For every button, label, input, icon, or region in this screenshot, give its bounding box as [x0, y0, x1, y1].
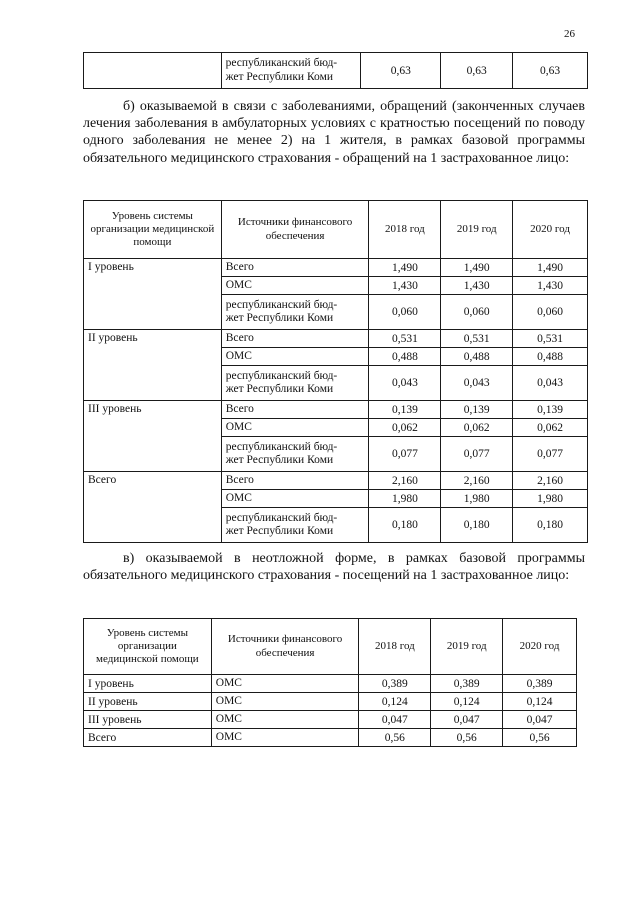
value-cell: 0,062 [369, 419, 441, 437]
value-cell: 0,139 [441, 401, 513, 419]
value-cell: 0,180 [441, 508, 513, 543]
source-cell: Всего [221, 401, 369, 419]
value-cell: 0,060 [441, 295, 513, 330]
source-cell: Всего [221, 472, 369, 490]
value-cell: 0,043 [369, 366, 441, 401]
table-row [84, 472, 588, 490]
value-2020: 0,63 [513, 53, 588, 89]
source-cell: ОМС [211, 693, 359, 711]
header-2018: 2018 год [369, 201, 441, 259]
level-cell: III уровень [84, 401, 222, 472]
table-body [84, 259, 588, 543]
empty-level-cell [84, 53, 222, 89]
level-cell: II уровень [84, 693, 212, 711]
value-2019: 0,63 [441, 53, 513, 89]
table-continued [83, 52, 588, 89]
value-cell: 0,077 [441, 437, 513, 472]
table-row [84, 401, 588, 419]
value-cell: 1,490 [369, 259, 441, 277]
source-cell: ОМС [221, 419, 369, 437]
value-cell: 0,488 [441, 348, 513, 366]
table-row [84, 53, 588, 89]
table-row [84, 259, 588, 277]
table-header-row [84, 619, 577, 675]
header-2018: 2018 год [359, 619, 431, 675]
level-cell: I уровень [84, 675, 212, 693]
value-cell: 1,980 [513, 490, 588, 508]
table-urgent [83, 618, 577, 747]
level-cell: III уровень [84, 711, 212, 729]
value-cell: 1,430 [513, 277, 588, 295]
table-appeals [83, 200, 588, 543]
source-cell: республиканский бюд- жет Республики Коми [221, 53, 361, 89]
value-cell: 0,043 [441, 366, 513, 401]
table-header-row [84, 201, 588, 259]
value-cell: 1,980 [441, 490, 513, 508]
value-cell: 0,488 [513, 348, 588, 366]
value-cell: 0,047 [431, 711, 503, 729]
value-cell: 1,430 [369, 277, 441, 295]
value-cell: 0,139 [369, 401, 441, 419]
value-cell: 0,389 [431, 675, 503, 693]
value-cell: 2,160 [513, 472, 588, 490]
value-cell: 0,56 [359, 729, 431, 747]
value-cell: 0,180 [513, 508, 588, 543]
source-cell: ОМС [221, 348, 369, 366]
value-cell: 1,980 [369, 490, 441, 508]
page-number: 26 [564, 28, 575, 40]
value-cell: 0,531 [513, 330, 588, 348]
value-cell: 1,490 [441, 259, 513, 277]
value-cell: 0,488 [369, 348, 441, 366]
source-cell: республиканский бюд- жет Республики Коми [221, 366, 369, 401]
source-cell: ОМС [211, 675, 359, 693]
table-row [84, 675, 577, 693]
table-row [84, 729, 577, 747]
level-cell: Всего [84, 729, 212, 747]
value-cell: 0,389 [359, 675, 431, 693]
value-cell: 0,077 [513, 437, 588, 472]
value-cell: 0,077 [369, 437, 441, 472]
header-source: Источники финансового обеспечения [211, 619, 359, 675]
value-cell: 0,060 [369, 295, 441, 330]
table-body [84, 675, 577, 747]
source-cell: ОМС [211, 729, 359, 747]
table-row [84, 711, 577, 729]
value-cell: 1,490 [513, 259, 588, 277]
value-cell: 0,389 [503, 675, 577, 693]
header-2019: 2019 год [431, 619, 503, 675]
value-cell: 0,180 [369, 508, 441, 543]
header-level: Уровень системы организации медицинской помощи [84, 619, 212, 675]
source-cell: республиканский бюд- жет Республики Коми [221, 508, 369, 543]
source-cell: Всего [221, 259, 369, 277]
value-2018: 0,63 [361, 53, 441, 89]
source-cell: республиканский бюд- жет Республики Коми [221, 437, 369, 472]
value-cell: 0,062 [513, 419, 588, 437]
value-cell: 2,160 [369, 472, 441, 490]
paragraph-b: б) оказываемой в связи с заболеваниями, обращений (законченных случаев лечения заболевания в амбулаторных условиях с кратностью посещений по поводу одного заболевания не менее 2) на 1 жителя, в рамках базовой программы обязательного медицинского страхования - обращений на 1 застрахованное лицо: [83, 99, 585, 166]
source-cell: ОМС [221, 277, 369, 295]
header-2020: 2020 год [513, 201, 588, 259]
level-cell: II уровень [84, 330, 222, 401]
value-cell: 0,124 [359, 693, 431, 711]
paragraph-c: в) оказываемой в неотложной форме, в рамках базовой программы обязательного медицинского страхования - посещений на 1 застрахованное лицо: [83, 551, 585, 584]
level-cell: Всего [84, 472, 222, 543]
value-cell: 0,139 [513, 401, 588, 419]
value-cell: 0,062 [441, 419, 513, 437]
source-cell: республиканский бюд- жет Республики Коми [221, 295, 369, 330]
value-cell: 0,56 [431, 729, 503, 747]
value-cell: 0,060 [513, 295, 588, 330]
header-2020: 2020 год [503, 619, 577, 675]
value-cell: 0,043 [513, 366, 588, 401]
value-cell: 0,531 [369, 330, 441, 348]
value-cell: 1,430 [441, 277, 513, 295]
table-row [84, 330, 588, 348]
value-cell: 0,531 [441, 330, 513, 348]
header-level: Уровень системы организации медицинской помощи [84, 201, 222, 259]
source-cell: Всего [221, 330, 369, 348]
source-cell: ОМС [221, 490, 369, 508]
value-cell: 0,124 [503, 693, 577, 711]
source-cell: ОМС [211, 711, 359, 729]
value-cell: 0,047 [359, 711, 431, 729]
value-cell: 0,56 [503, 729, 577, 747]
header-source: Источники финансового обеспечения [221, 201, 369, 259]
header-2019: 2019 год [441, 201, 513, 259]
table-row [84, 693, 577, 711]
value-cell: 0,047 [503, 711, 577, 729]
value-cell: 0,124 [431, 693, 503, 711]
value-cell: 2,160 [441, 472, 513, 490]
level-cell: I уровень [84, 259, 222, 330]
